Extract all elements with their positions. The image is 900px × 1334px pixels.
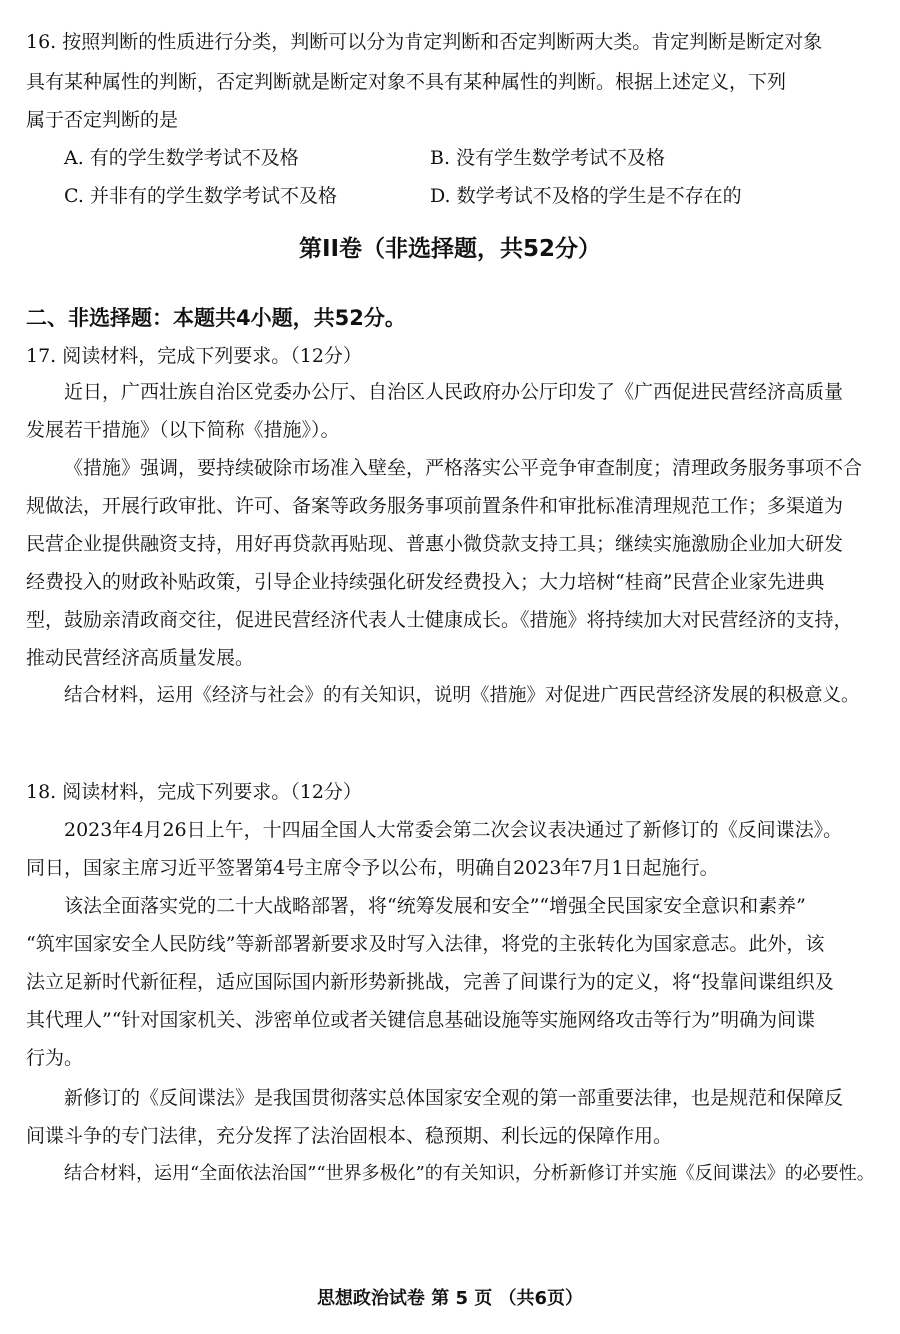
q16-option-b: B. 没有学生数学考试不及格 [430,147,666,169]
page-footer: 思想政治试卷 第 5 页 （共6页） [316,1288,584,1309]
q18-line-9: 间谍斗争的专门法律，充分发挥了法治固根本、稳预期、利长远的保障作用。 [26,1125,673,1147]
q16-option-a: A. 有的学生数学考试不及格 [64,147,299,169]
q18-line-7: 行为。 [26,1047,84,1069]
q17-line-7: 型，鼓励亲清政商交往，促进民营经济代表人士健康成长。《措施》将持续加大对民营经济的支持， [26,609,853,631]
q17-line-2: 发展若干措施》（以下简称《措施》）。 [26,419,340,441]
q17-line-4: 规做法，开展行政审批、许可、备案等政务服务事项前置条件和审批标准清理规范工作；多渠道为 [26,495,844,517]
q18-line-6: 其代理人”“针对国家机关、涉密单位或者关键信息基础设施等实施网络攻击等行为”明确为间谍 [26,1009,816,1031]
q17-line-6: 经费投入的财政补贴政策，引导企业持续强化研发经费投入；大力培树“桂商”民营企业家先进典 [26,571,825,593]
q16-option-d: D. 数学考试不及格的学生是不存在的 [430,185,742,207]
section-title: 第II卷（非选择题，共52分） [298,236,602,262]
q17-line-5: 民营企业提供融资支持，用好再贷款再贴现、普惠小微贷款支持工具；继续实施激励企业加大研发 [26,533,844,555]
q16-line-3: 属于否定判断的是 [26,109,179,131]
q18-line-5: 法立足新时代新征程，适应国际国内新形势新挑战，完善了间谍行为的定义，将“投靠间谍组织及 [26,971,834,993]
q17-line-8: 推动民营经济高质量发展。 [26,647,255,669]
q16-line-1: 16. 按照判断的性质进行分类，判断可以分为肯定判断和否定判断两大类。肯定判断是断定对象 [26,31,823,53]
q18-line-2: 同日，国家主席习近平签署第4号主席令予以公布，明确自2023年7月1日起施行。 [26,857,719,879]
q18-line-10: 结合材料，运用“全面依法治国”“世界多极化”的有关知识，分析新修订并实施《反间谍法》的必要性。 [64,1163,875,1184]
part-heading: 二、非选择题：本题共4小题，共52分。 [26,306,406,330]
q18-line-1: 2023年4月26日上午，十四届全国人大常委会第二次会议表决通过了新修订的《反间谍法》。 [64,819,843,841]
q16-option-c: C. 并非有的学生数学考试不及格 [64,185,337,207]
q18-header: 18. 阅读材料，完成下列要求。（12分） [26,781,362,803]
q17-line-3: 《措施》强调，要持续破除市场准入壁垒，严格落实公平竞争审查制度；清理政务服务事项不合 [64,457,863,479]
q16-line-2: 具有某种属性的判断，否定判断就是断定对象不具有某种属性的判断。根据上述定义，下列 [26,71,787,93]
q17-header: 17. 阅读材料，完成下列要求。（12分） [26,345,362,367]
q18-line-3: 该法全面落实党的二十大战略部署，将“统筹发展和安全”“增强全民国家安全意识和素养” [64,895,806,917]
q18-line-4: “筑牢国家安全人民防线”等新部署新要求及时写入法律，将党的主张转化为国家意志。此外，该 [26,933,825,955]
q17-line-9: 结合材料，运用《经济与社会》的有关知识，说明《措施》对促进广西民营经济发展的积极意义。 [64,685,860,706]
q17-line-1: 近日，广西壮族自治区党委办公厅、自治区人民政府办公厅印发了《广西促进民营经济高质量 [64,381,844,403]
q18-line-8: 新修订的《反间谍法》是我国贯彻落实总体国家安全观的第一部重要法律，也是规范和保障反 [64,1087,844,1109]
